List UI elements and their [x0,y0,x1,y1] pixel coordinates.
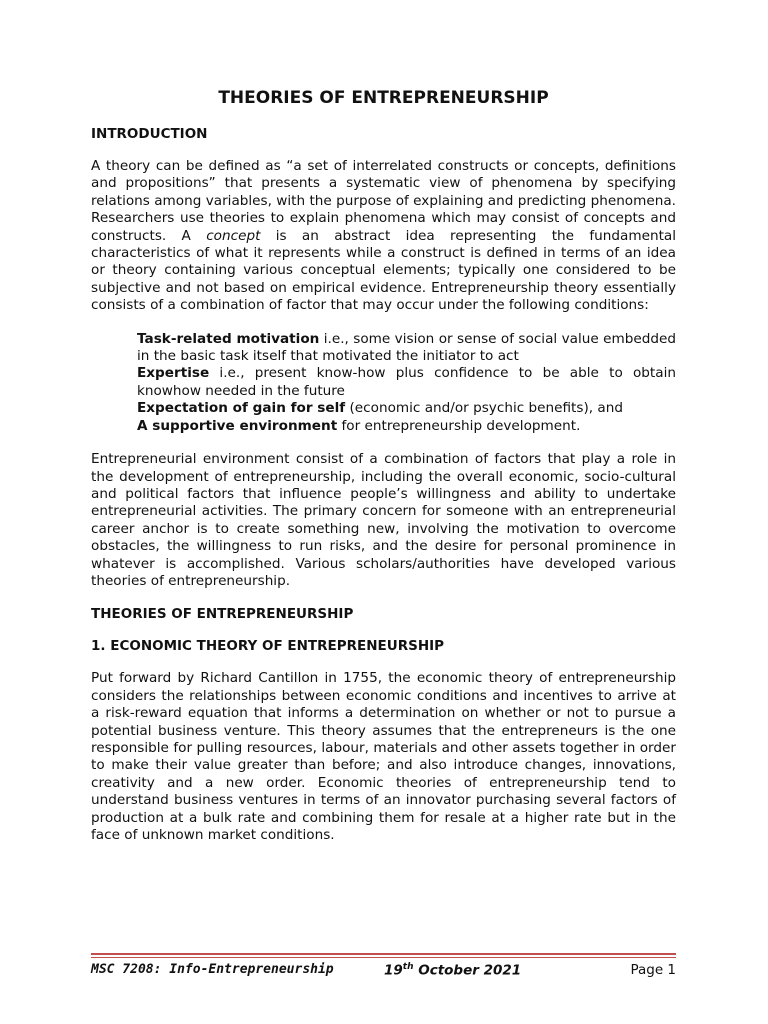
concept-term: concept [206,227,261,244]
condition-text: (economic and/or psychic benefits), and [345,400,623,417]
theories-heading: THEORIES OF ENTREPRENEURSHIP [91,606,354,623]
footer-date-suffix: th [402,962,414,972]
conditions-list [137,331,676,435]
condition-item [137,400,676,417]
condition-term: Task-related motivation [137,330,320,347]
footer-page-number: Page 1 [630,962,676,978]
intro-paragraph [91,158,676,315]
condition-text: i.e., some vision or sense of social value embedded in the basic task itself that motivated the initiator to act [137,330,676,365]
condition-item [137,365,676,400]
document-page [91,88,676,860]
intro-text-end: is an abstract idea representing the fundamental characteristics of what it represents while a construct is defined in terms of an idea or theory containing various conceptual elements; typically one considered to be subjective and not based on empirical evidence. Entrepreneurship theory essentially consists of a combination of factor that may occur under the following conditions: [91,227,677,314]
footer-rule-bottom [91,957,676,958]
page-footer [91,962,676,982]
page-title: THEORIES OF ENTREPRENEURSHIP [218,88,549,108]
footer-date [384,962,521,979]
economic-theory-paragraph: Put forward by Richard Cantillon in 1755, the economic theory of entrepreneurship considers the relationships between economic conditions and incentives to arrive at a risk-reward equation that informs a determination on whether or not to pursue a potential business venture. This theory assumes that the entrepreneurs is the one responsible for pulling resources, labour, materials and other assets together in order to make their value greater than before; and also introduce changes, innovations, creativity and a new order. Economic theories of entrepreneurship tend to understand business ventures in terms of an innovator purchasing several factors of production at a bulk rate and combining them for resale at a higher rate but in the face of unknown market conditions. [91,670,676,843]
footer-date-day: 19 [384,962,403,979]
intro-text-start: A theory can be defined as “a set of interrelated constructs or concepts, definitions and propositions” that presents a systematic view of phenomena by specifying relations among variables, with the purpose of explaining and predicting phenomena. Researchers use theories to explain phenomena which may consist of concepts and constructs. A [91,158,676,244]
footer-date-rest: October 2021 [413,962,522,979]
footer-course: MSC 7208: Info-Entrepreneurship [91,962,334,977]
economic-theory-heading: 1. ECONOMIC THEORY OF ENTREPRENEURSHIP [91,638,445,655]
condition-term: Expectation of gain for self [137,400,346,417]
condition-term: A supportive environment [137,417,338,434]
intro-heading: INTRODUCTION [91,126,208,142]
condition-text: for entrepreneurship development. [337,417,581,434]
condition-item [137,331,676,366]
environment-paragraph: Entrepreneurial environment consist of a combination of factors that play a role in the development of entrepreneurship, including the overall economic, socio-cultural and political factors that influence people’s willingness and ability to undertake entrepreneurial activities. The primary concern for someone with an entrepreneurial career anchor is to create something new, involving the motivation to overcome obstacles, the willingness to run risks, and the desire for personal prominence in whatever is accomplished. Various scholars/authorities have developed various theories of entrepreneurship. [91,451,676,589]
condition-item [137,418,676,435]
footer-rule-top [91,953,676,955]
condition-text: i.e., present know-how plus confidence to be able to obtain knowhow needed in the future [137,365,676,399]
condition-term: Expertise [137,365,210,382]
